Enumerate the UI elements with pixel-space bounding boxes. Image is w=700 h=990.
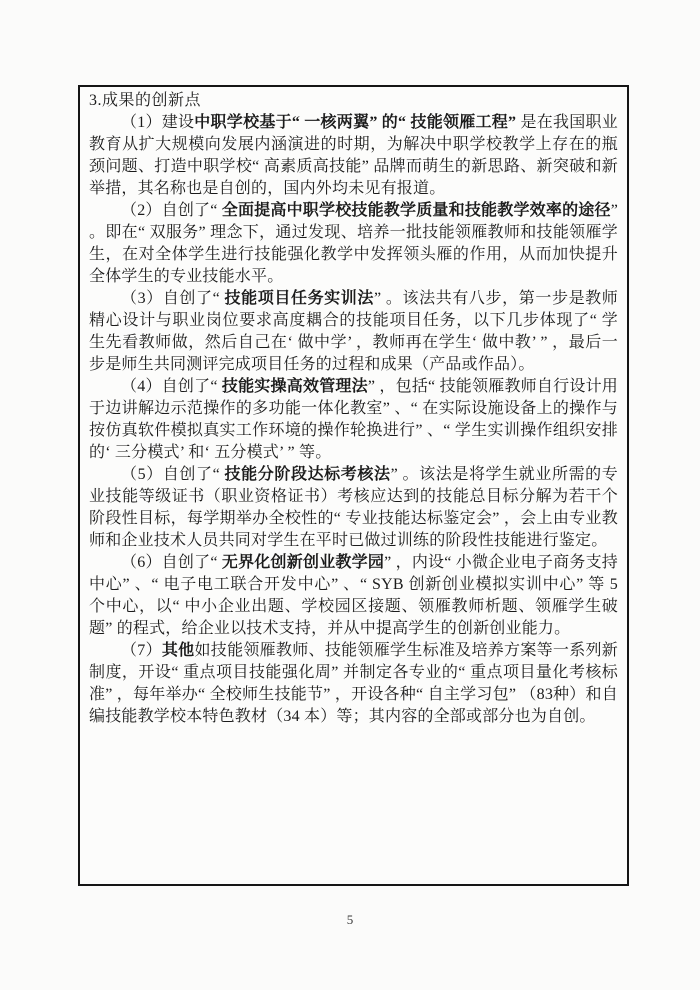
paragraph (89, 640, 618, 728)
body-text: ” 。该法是将学生就业所需的专业技能等级证书（职业资格证书）考核应达到的技能总目标分解为若干个阶段性目标，每学期举办全校性的“ 专业技能达标鉴定会” ，会上由专业教师和企业技术人员共同对学生在平时已做过训练的阶段性技能进行鉴定。 (89, 466, 618, 549)
body-text: ” ，内设“ 小微企业电子商务支持中心” 、“ 电子电工联合开发中心” 、“ SYB 创新创业模拟实训中心” 等 5 个中心，以“ 中小企业出题、学校园区接题、领雁教师析题、领雁学生破题” 的程式，给企业以技术支持，并从中提高学生的创新创业能力。 (89, 554, 618, 637)
body-text: （5）自创了“ (121, 466, 225, 483)
page-number: 5 (346, 912, 354, 927)
body-text: 如技能领雁教师、技能领雁学生标准及培养方案等一系列新制度，开设“ 重点项目技能强化周” 并制定各专业的“ 重点项目量化考核标准” ，每年举办“ 全校师生技能节” ，开设各种“ 自主学习包” （83种）和自编技能教学校本特色教材（34 本）等；其内容的全部或部分也为自创。 (89, 642, 619, 725)
body-text: 是在我国职业教育从扩大规模向发展内涵演进的时期，为解决中职学校教学上存在的瓶颈问题、打造中职学校“ 高素质高技能” 品牌而萌生的新思路、新突破和新举措，其名称也是自创的，国内外均未见有报道。 (89, 114, 618, 197)
body-text: ” 。该法共有八步，第一步是教师精心设计与职业岗位要求高度耦合的技能项目任务，以下几步体现了“ 学生先看教师做，然后自己在‘ 做中学’ ，教师再在学生‘ 做中教’ ” ，最后一步是师生共同测评完成项目任务的过程和成果（产品或作品）。 (89, 290, 618, 373)
body-text: （4）自创了“ (121, 378, 222, 395)
paragraph (89, 288, 618, 376)
emphasis-text: 全面提高中职学校技能教学质量和技能教学效率的途径 (221, 202, 611, 219)
emphasis-text: 无界化创新创业教学园 (221, 554, 385, 571)
paragraph (89, 200, 618, 288)
emphasis-text: 技能实操高效管理法 (221, 378, 368, 395)
body-text: （6）自创了“ (121, 554, 222, 571)
paragraph (89, 464, 618, 552)
body-text: ” 。即在“ 双服务” 理念下，通过发现、培养一批技能领雁教师和技能领雁学生，在对全体学生进行技能强化教学中发挥领头雁的作用，从而加快提升全体学生的专业技能水平。 (89, 202, 618, 285)
document-body (89, 112, 618, 728)
paragraph (89, 552, 618, 640)
emphasis-text: 技能分阶段达标考核法 (224, 466, 391, 483)
body-text: （3）自创了“ (121, 290, 225, 307)
emphasis-text: 中职学校基于“ 一核两翼” 的“ 技能领雁工程” (194, 114, 517, 131)
paragraph (89, 376, 618, 464)
emphasis-text: 技能项目任务实训法 (224, 290, 374, 307)
body-text: （1）建设 (121, 114, 195, 131)
section-title: 3.成果的创新点 (89, 92, 202, 109)
emphasis-text: 其他 (161, 642, 195, 659)
body-text: （2）自创了“ (121, 202, 222, 219)
paragraph (89, 112, 618, 200)
document-table-cell (78, 85, 629, 886)
body-text: （7） (121, 642, 162, 659)
body-text: ” ，包括“ 技能领雁教师自行设计用于边讲解边示范操作的多功能一体化教室” 、“ 在实际设施设备上的操作与按仿真软件模拟真实工作环境的操作轮换进行” 、“ 学生实训操作组织安排的‘ 三分模式’ 和‘ 五分模式’ ” 等。 (89, 378, 618, 461)
